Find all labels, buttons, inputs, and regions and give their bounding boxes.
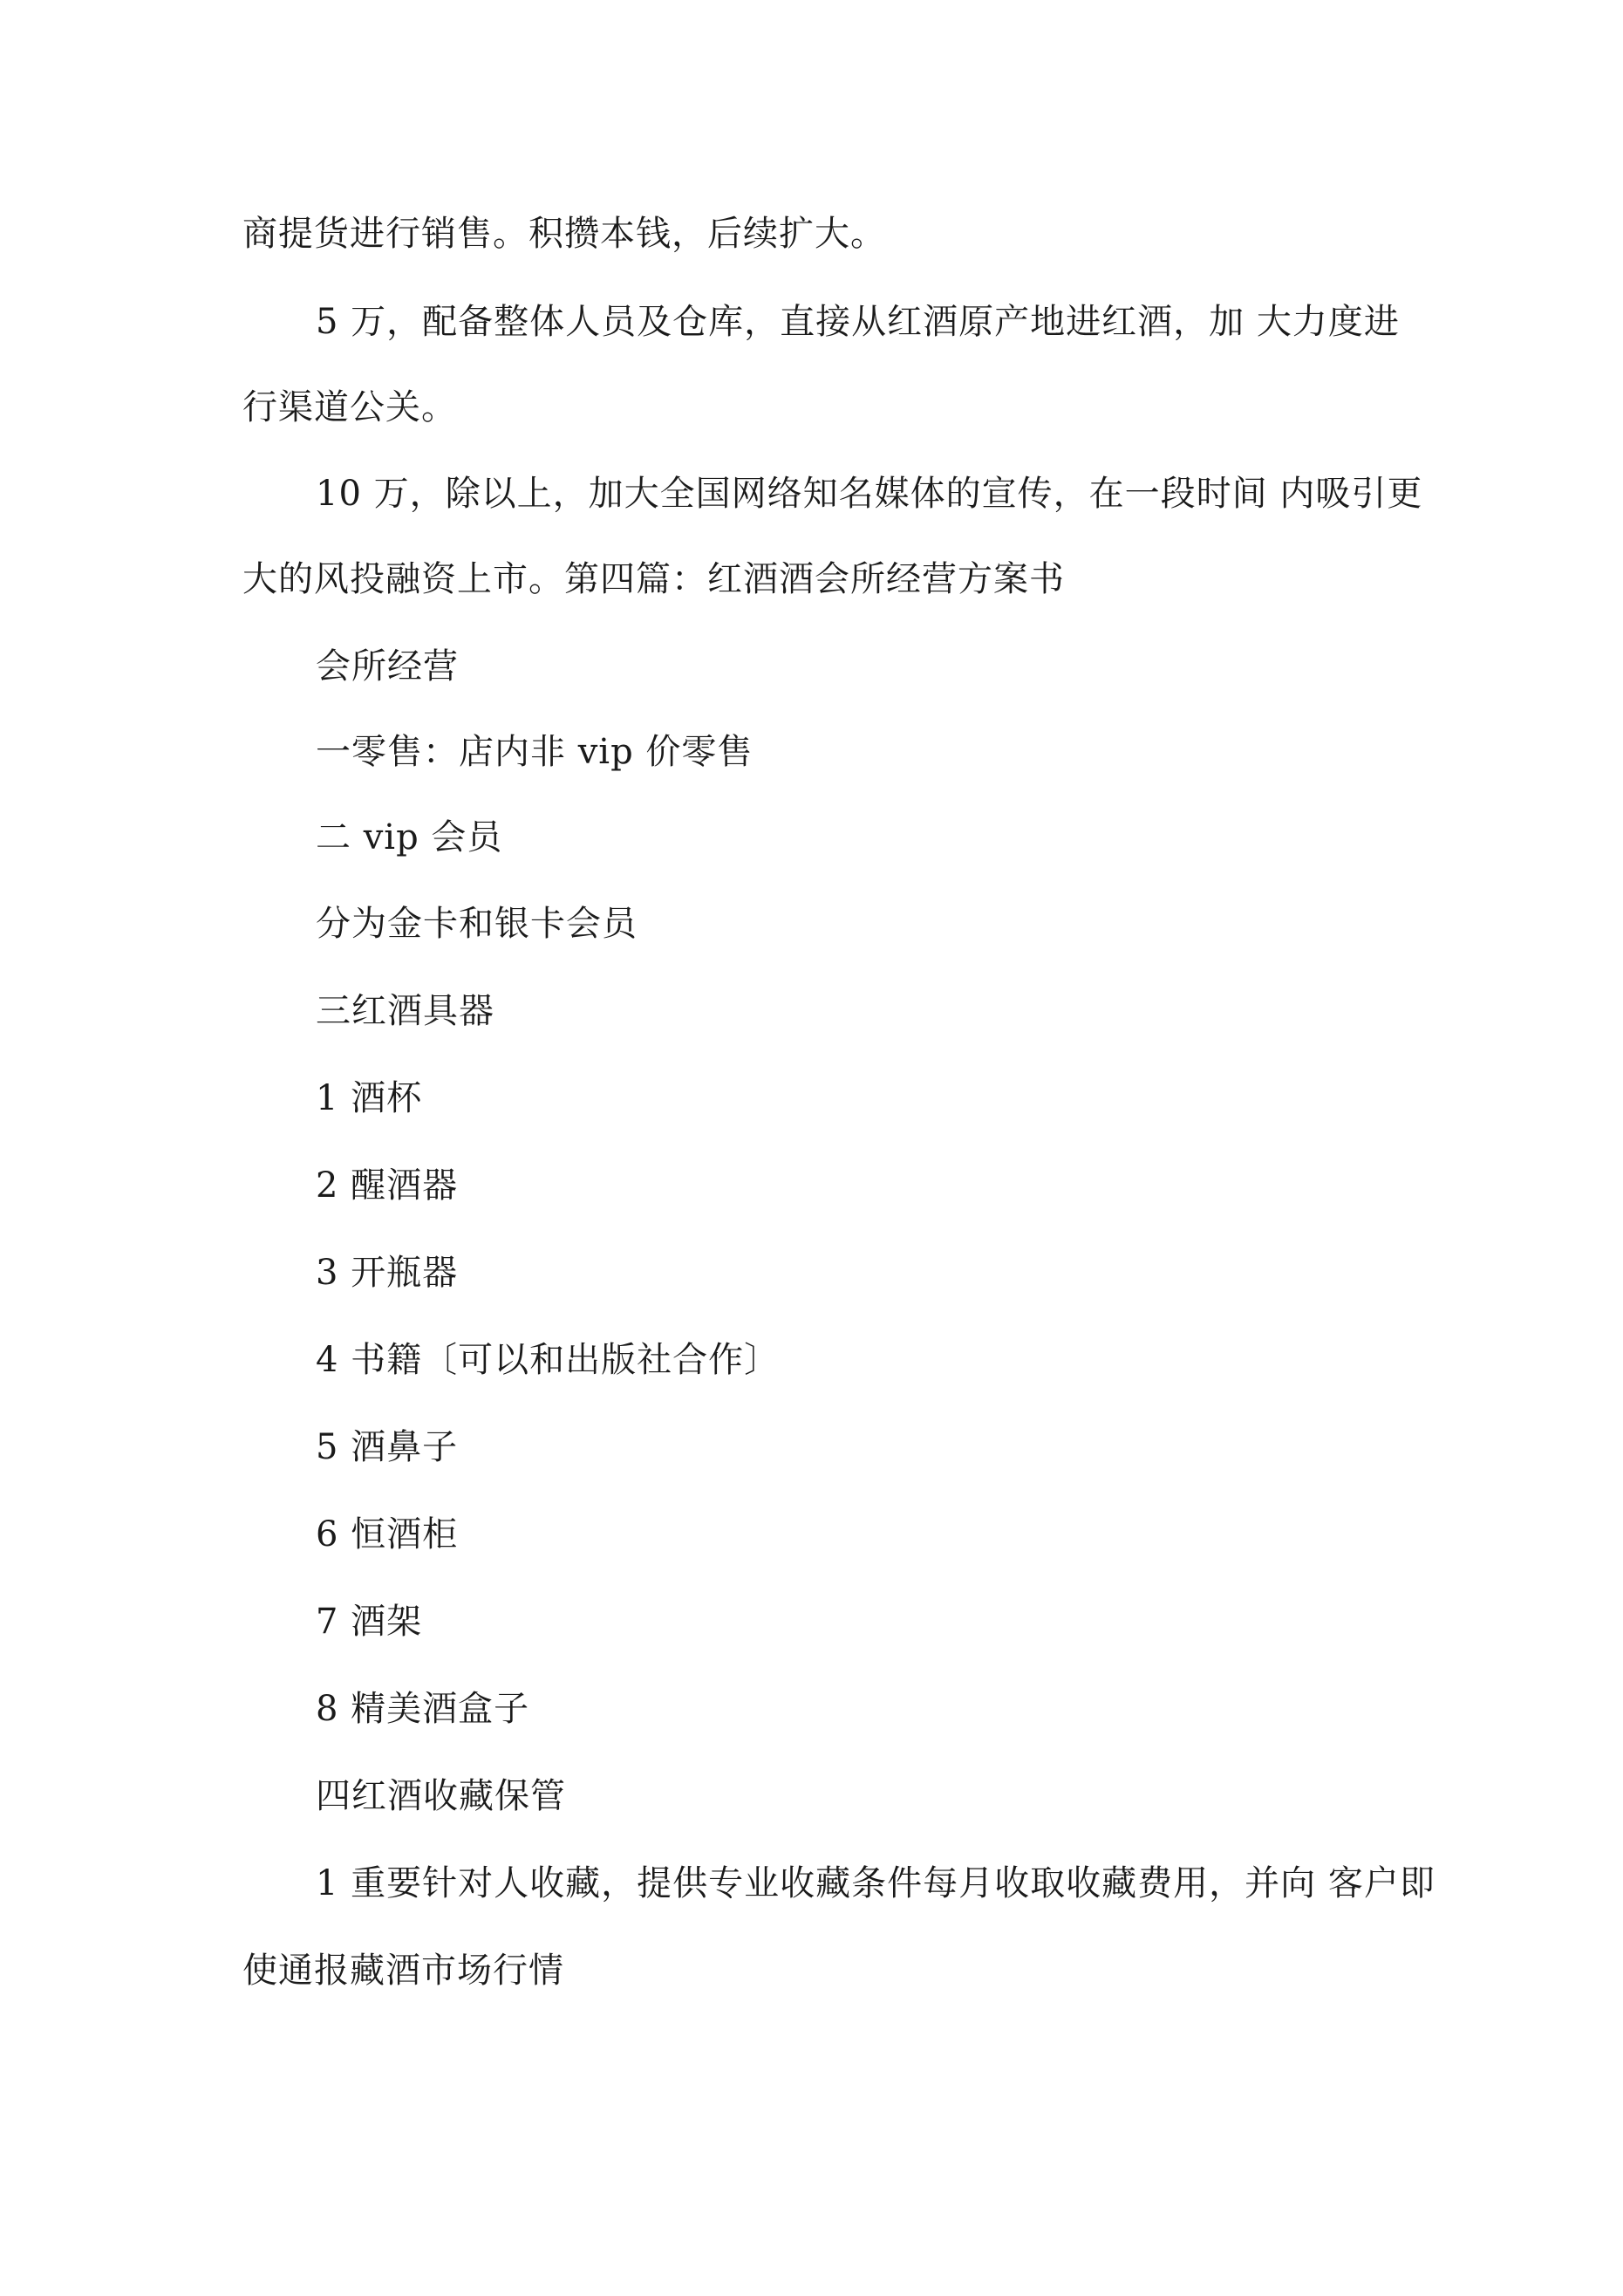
list-item: 一零售：店内非 vip 价零售 (316, 732, 754, 772)
list-item: 4 书籍〔可以和出版社合作〕 (316, 1340, 781, 1380)
paragraph-line: 大的风投融资上市。第四篇：红酒酒会所经营方案书 (242, 559, 1065, 599)
list-item: 3 开瓶器 (316, 1253, 459, 1293)
paragraph-line: 行渠道公关。 (242, 387, 457, 427)
paragraph-line: 使通报藏酒市场行情 (242, 1951, 564, 1991)
list-item: 6 恒酒柜 (316, 1514, 459, 1555)
list-item: 四红酒收藏保管 (316, 1776, 566, 1816)
list-item: 5 酒鼻子 (316, 1427, 459, 1467)
list-item: 1 酒杯 (316, 1078, 423, 1118)
list-item: 二 vip 会员 (316, 817, 503, 858)
paragraph-line: 商提货进行销售。积攒本钱，后续扩大。 (242, 214, 886, 254)
list-item: 2 醒酒器 (316, 1165, 459, 1206)
list-item: 8 精美酒盒子 (316, 1689, 530, 1729)
paragraph-line: 10 万，除以上，加大全国网络知名媒体的宣传，在一段时间 内吸引更 (316, 474, 1423, 514)
list-item: 7 酒架 (316, 1602, 423, 1642)
list-item: 三红酒具器 (316, 991, 494, 1031)
paragraph-line: 5 万，配备整体人员及仓库，直接从红酒原产地进红酒，加 大力度进 (316, 302, 1400, 342)
section-heading: 会所经营 (316, 646, 459, 687)
list-item: 分为金卡和银卡会员 (316, 904, 638, 944)
paragraph-line: 1 重要针对人收藏，提供专业收藏条件每月收取收藏费用，并向 客户即 (316, 1863, 1435, 1903)
